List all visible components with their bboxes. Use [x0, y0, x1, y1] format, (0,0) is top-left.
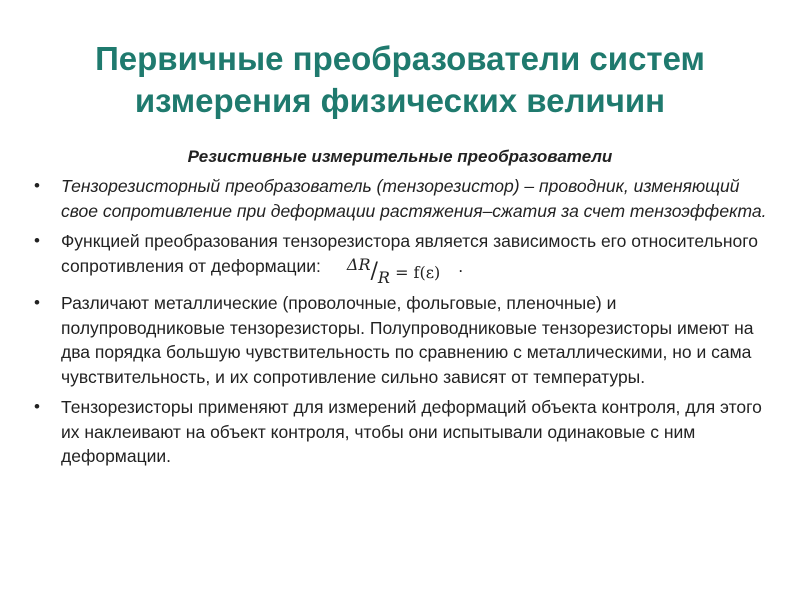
formula-denominator: R: [377, 267, 390, 287]
bullet-item-types: [32, 291, 772, 389]
section-subtitle: Резистивные измерительные преобразователи: [187, 147, 613, 166]
bullet-text: Функцией преобразования тензорезистора является зависимость его относительного сопротивления от деформации:: [61, 231, 758, 276]
bullet-text: Тензорезисторы применяют для измерений деформаций объекта контроля, для этого их наклеивают на объект контроля, чтобы они испытывали одинаковые с ним деформации.: [61, 397, 762, 466]
formula-numerator: ΔR: [346, 254, 371, 274]
bullet-item-transfer-function: [32, 229, 772, 285]
bullet-list: [32, 174, 772, 475]
bullet-text: Различают металлические (проволочные, фольговые, пленочные) и полупроводниковые тензорезисторы. Полупроводниковые тензорезисторы имеют на два порядка большую чувствительность по сравнению с металлическими, но и сама чувствительность, и их сопротивление сильно зависят от температуры.: [61, 293, 754, 387]
formula-slash: /: [370, 258, 378, 284]
bullet-item-definition: [32, 174, 772, 223]
bullet-text: Тензорезисторный преобразователь (тензорезистор) – проводник, изменяющий свое сопротивление при деформации растяжения–сжатия за счет тензоэффекта.: [61, 176, 767, 221]
slide-title: [0, 38, 800, 122]
bullet-marker: •: [34, 397, 40, 416]
bullet-marker: •: [34, 231, 40, 250]
bullet-marker: •: [34, 293, 40, 312]
bullet-item-application: [32, 395, 772, 469]
formula-rhs: = f(ε): [395, 262, 441, 282]
bullet-marker: •: [34, 176, 40, 195]
slide-title-line-2: измерения физических величин: [134, 82, 666, 119]
formula: [346, 254, 441, 287]
bullet-trailing: .: [458, 255, 464, 276]
slide-title-line-1: Первичные преобразователи систем: [95, 40, 705, 77]
